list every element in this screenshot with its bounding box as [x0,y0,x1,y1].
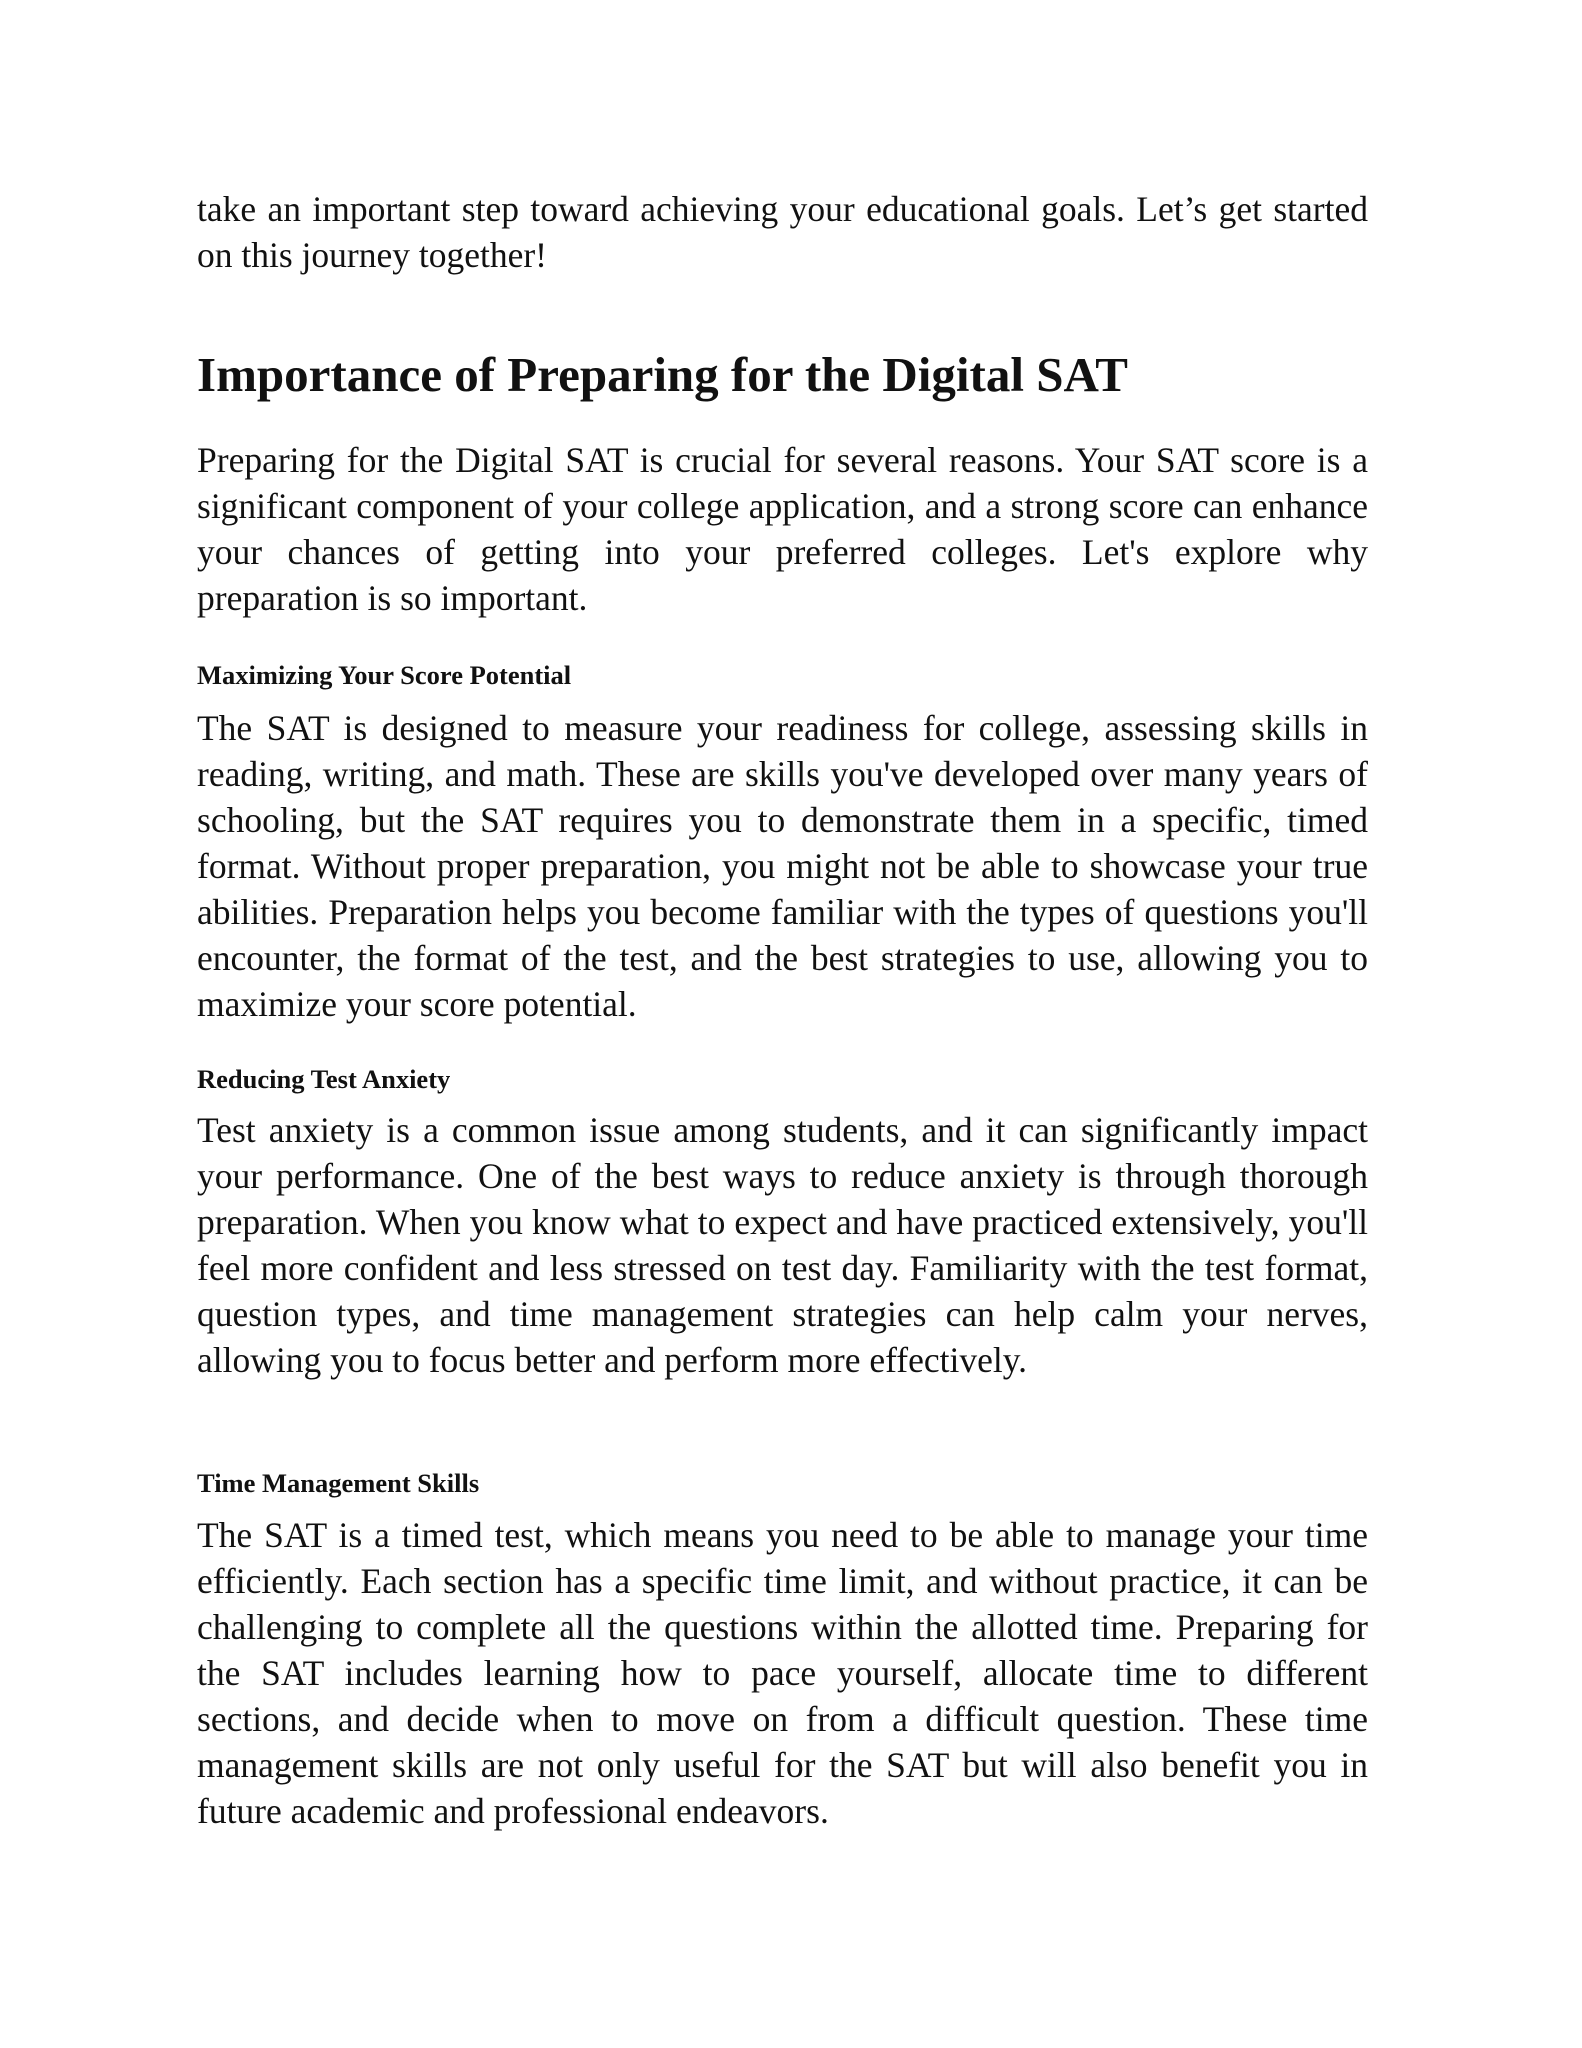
subsection-body-test-anxiety: Test anxiety is a common issue among students, and it can significantly impact your performance. One of the best ways to reduce anxiety is through thorough preparation. When you know what to expect and have practiced extensively, you'll feel more confident and less stressed on test day. Familiarity with the test format, question types, and time management strategies can help calm your nerves, allowing you to focus better and perform more effectively. [197,1110,1368,1380]
section-heading: Importance of Preparing for the Digital SAT [197,347,1128,402]
subsection-body-score-potential: The SAT is designed to measure your readiness for college, assessing skills in reading, writing, and math. These are skills you've developed over many years of schooling, but the SAT requires you to demonstrate them in a specific, timed format. Without proper preparation, you might not be able to showcase your true abilities. Preparation helps you become familiar with the types of questions you'll encounter, the format of the test, and the best strategies to use, allowing you to maximize your score potential. [197,708,1368,1024]
subsection-heading-test-anxiety: Reducing Test Anxiety [197,1064,451,1094]
subsection-heading-score-potential: Maximizing Your Score Potential [197,660,572,690]
section-intro-paragraph: Preparing for the Digital SAT is crucial for several reasons. Your SAT score is a significant component of your college application, and a strong score can enhance your chances of getting into your preferred colleges. Let's explore why preparation is so important. [197,440,1368,618]
subsection-heading-time-management: Time Management Skills [197,1468,480,1498]
subsection-body-time-management: The SAT is a timed test, which means you need to be able to manage your time efficiently. Each section has a specific time limit, and without practice, it can be challenging to complete all the questions within the allotted time. Preparing for the SAT includes learning how to pace yourself, allocate time to different sections, and decide when to move on from a difficult question. These time management skills are not only useful for the SAT but will also benefit you in future academic and professional endeavors. [197,1515,1368,1831]
intro-paragraph-tail: take an important step toward achieving your educational goals. Let’s get started on this journey together! [197,189,1368,275]
